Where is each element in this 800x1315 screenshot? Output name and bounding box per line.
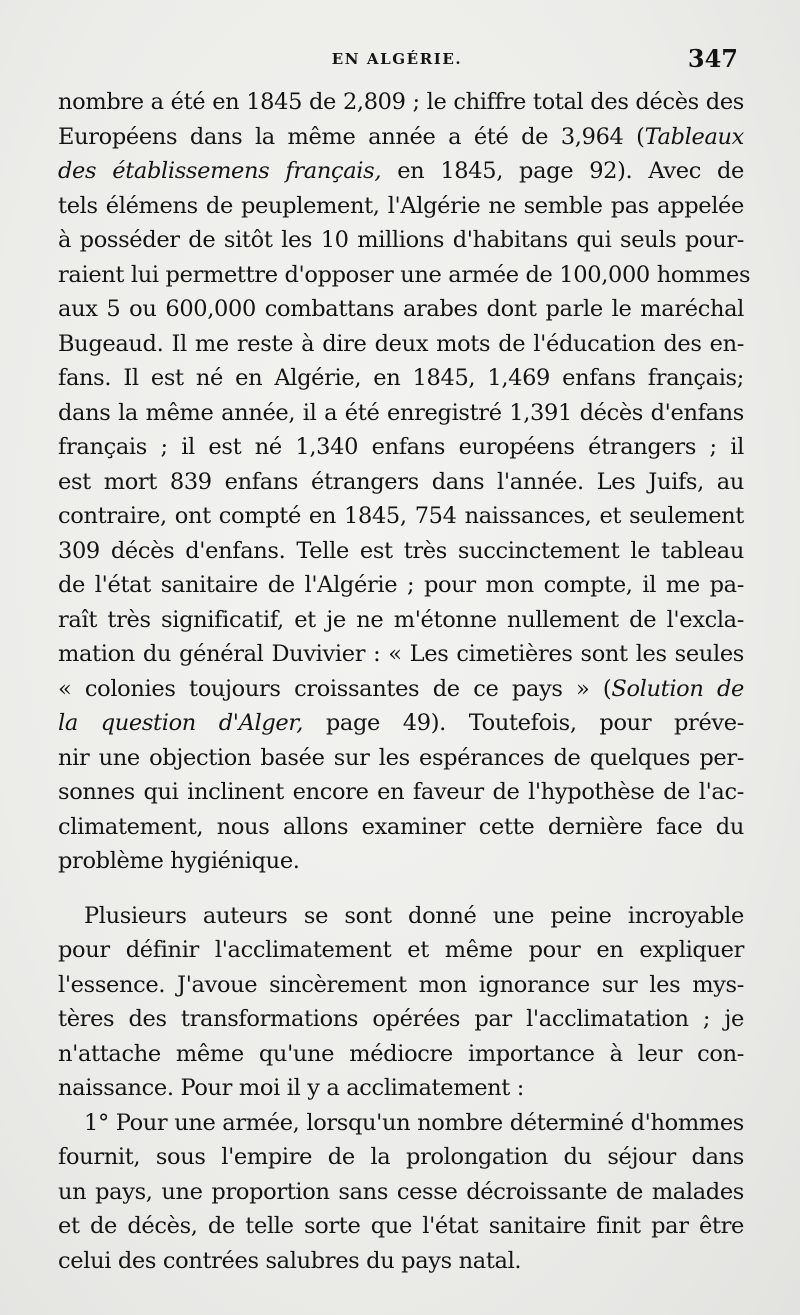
text-segment: 1° Pour une armée, lorsqu'un nombre déterminé d'hommes — [84, 1109, 744, 1136]
text-line — [58, 810, 744, 845]
text-segment: aux 5 ou 600,000 combattans arabes dont parle le maréchal — [58, 296, 744, 322]
text-line — [58, 1140, 744, 1175]
text-line — [58, 1106, 744, 1141]
text-segment: sonnes qui inclinent encore en faveur de l'hypothèse de l'ac- — [58, 779, 744, 805]
text-segment: n'attache même qu'une médiocre importance à leur con- — [58, 1040, 744, 1067]
text-segment: contraire, ont compté en 1845, 754 naissances, et seulement — [58, 503, 744, 529]
running-head: EN ALGÉRIE. — [331, 50, 463, 68]
paragraph — [58, 899, 744, 1106]
text-segment: français ; il est né 1,340 enfans européens étrangers ; il — [58, 434, 744, 460]
text-segment: raît très significatif, et je ne m'étonne nullement de l'excla- — [58, 606, 744, 633]
text-segment: naissance. Pour moi il y a acclimatement : — [58, 1075, 525, 1101]
italic-text: la question d'Alger, — [58, 710, 304, 736]
page-number: 347 — [687, 44, 738, 73]
text-line — [58, 327, 744, 362]
text-line — [58, 292, 744, 327]
italic-text: Solution de — [611, 675, 744, 702]
text-line — [58, 534, 744, 569]
text-line — [58, 844, 744, 879]
text-segment: « colonies toujours croissantes de ce pays » ( — [58, 675, 612, 702]
page-header — [56, 44, 738, 76]
text-segment: tels élémens de peuplement, l'Algérie ne semble pas appelée — [58, 192, 744, 219]
text-line — [58, 775, 744, 810]
text-line — [58, 603, 744, 638]
text-segment: de l'état sanitaire de l'Algérie ; pour mon compte, il me pa- — [58, 572, 744, 598]
text-segment: et de décès, de telle sorte que l'état sanitaire finit par être — [58, 1213, 744, 1239]
text-line — [58, 1175, 744, 1210]
text-line — [58, 396, 744, 431]
italic-text: des établissemens français, — [58, 158, 382, 184]
text-segment: est mort 839 enfans étrangers dans l'année. Les Juifs, au — [58, 468, 744, 495]
text-segment: celui des contrées salubres du pays natal. — [58, 1247, 522, 1274]
text-segment: Plusieurs auteurs se sont donné une peine incroyable — [84, 902, 744, 929]
italic-text: Tableaux — [644, 123, 744, 150]
text-segment: pour définir l'acclimatement et même pour en expliquer — [58, 937, 744, 963]
text-segment: 309 décès d'enfans. Telle est très succinctement le tableau — [58, 537, 744, 564]
text-line — [58, 933, 744, 968]
text-segment: problème hygiénique. — [58, 848, 300, 874]
text-segment: fans. Il est né en Algérie, en 1845, 1,469 enfans français; — [58, 365, 744, 391]
text-line — [58, 189, 744, 224]
text-line — [58, 968, 744, 1003]
text-line — [58, 223, 744, 258]
text-segment: mation du général Duvivier : « Les cimetières sont les seules — [58, 641, 744, 667]
text-segment: raient lui permettre d'opposer une armée de 100,000 hommes — [58, 261, 751, 288]
text-line — [58, 120, 744, 155]
text-line — [58, 361, 744, 396]
text-line — [58, 154, 744, 189]
text-segment: un pays, une proportion sans cesse décroissante de malades — [58, 1178, 744, 1205]
text-line — [58, 672, 744, 707]
text-line — [58, 706, 744, 741]
text-line — [58, 499, 744, 534]
text-line — [58, 741, 744, 776]
text-segment: dans la même année, il a été enregistré 1,391 décès d'enfans — [58, 399, 744, 426]
text-segment: page 49). Toutefois, pour préve- — [303, 710, 745, 736]
text-segment: climatement, nous allons examiner cette dernière face du — [58, 813, 744, 840]
text-line — [58, 85, 744, 120]
text-segment: tères des transformations opérées par l'acclimatation ; je — [58, 1006, 744, 1032]
text-segment: Européens dans la même année a été de 3,964 ( — [58, 123, 645, 150]
text-segment: fournit, sous l'empire de la prolongation du séjour dans — [58, 1144, 744, 1170]
paragraph-gap — [58, 879, 744, 899]
text-line — [58, 258, 751, 293]
text-line — [58, 1209, 744, 1244]
paragraph — [58, 85, 751, 879]
text-line — [58, 465, 744, 500]
text-line — [58, 1071, 744, 1106]
text-segment: en 1845, page 92). Avec de — [381, 158, 745, 184]
text-line — [58, 430, 744, 465]
paragraph — [58, 1106, 744, 1279]
text-segment: Bugeaud. Il me reste à dire deux mots de l'éducation des en- — [58, 330, 744, 357]
text-segment: nombre a été en 1845 de 2,809 ; le chiffre total des décès des — [58, 89, 744, 115]
text-segment: nir une objection basée sur les espérances de quelques per- — [58, 744, 744, 771]
text-line — [58, 899, 744, 934]
text-segment: à posséder de sitôt les 10 millions d'habitans qui seuls pour- — [58, 227, 744, 253]
text-line — [58, 1002, 744, 1037]
text-line — [58, 1037, 744, 1072]
text-line — [58, 568, 744, 603]
body-text — [58, 85, 751, 1278]
text-line — [58, 637, 744, 672]
text-segment: l'essence. J'avoue sincèrement mon ignorance sur les mys- — [58, 971, 744, 998]
text-line — [58, 1244, 744, 1279]
